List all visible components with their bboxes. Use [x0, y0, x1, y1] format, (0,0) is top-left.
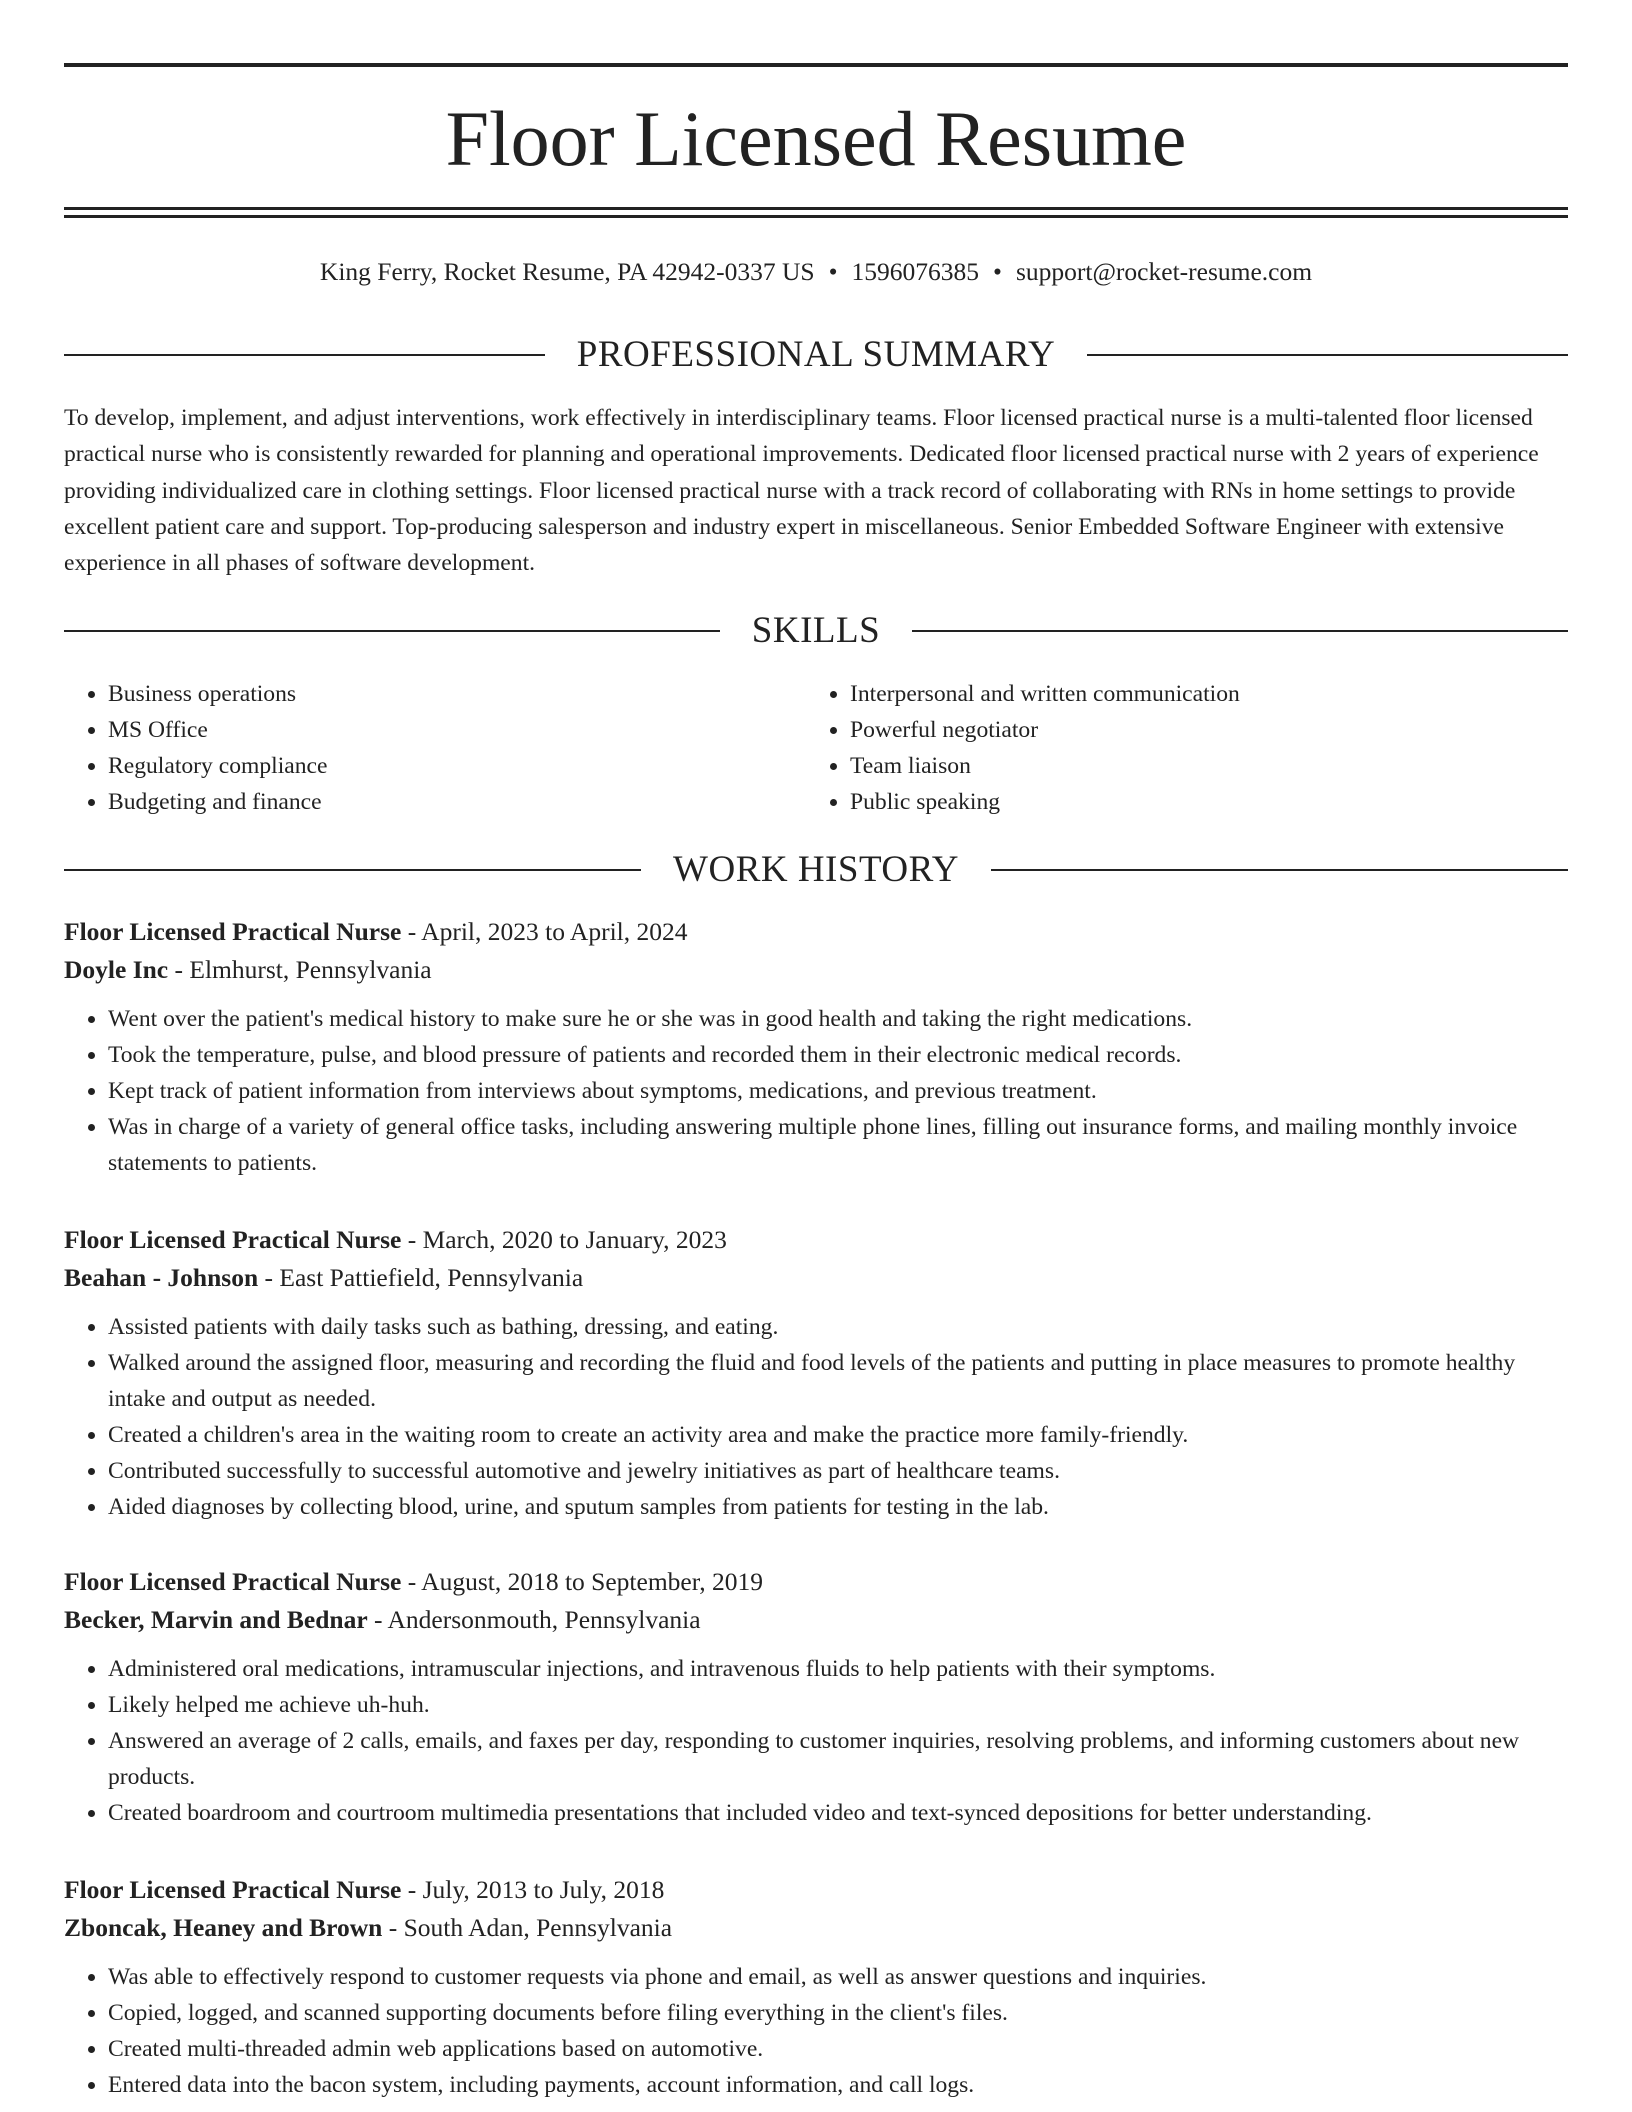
skill-item: • Public speaking [850, 784, 1548, 820]
job-location: - Elmhurst, Pennsylvania [168, 955, 432, 984]
section-rule [1087, 354, 1568, 356]
job-bullet: • Likely helped me achieve uh-huh. [108, 1687, 1568, 1723]
job-entry [64, 1871, 1568, 2103]
job-company: Zboncak, Heaney and Brown [64, 1913, 383, 1942]
job-location: - East Pattiefield, Pennsylvania [258, 1263, 584, 1292]
job-dates: - July, 2013 to July, 2018 [401, 1875, 665, 1904]
skills-column-left [64, 676, 806, 820]
skill-item: • Budgeting and finance [108, 784, 806, 820]
summary-heading: PROFESSIONAL SUMMARY [576, 334, 1056, 375]
job-bullet: • Took the temperature, pulse, and blood pressure of patients and recorded them in their electronic medical records. [108, 1037, 1568, 1073]
job-title: Floor Licensed Practical Nurse [64, 1225, 402, 1254]
job-bullet: • Walked around the assigned floor, measuring and recording the fluid and food levels of the patients and putting in place measures to promote healthy intake and output as needed. [108, 1345, 1568, 1417]
job-title-line [64, 913, 1568, 951]
skills-column-right [806, 676, 1548, 820]
job-bullet: • Aided diagnoses by collecting blood, urine, and sputum samples from patients for testing in the lab. [108, 1489, 1568, 1525]
section-rule [64, 630, 720, 632]
resume-title: Floor Licensed Resume [445, 95, 1187, 182]
job-title: Floor Licensed Practical Nurse [64, 1567, 402, 1596]
job-company-line [64, 1601, 1568, 1639]
job-bullets [64, 1959, 1568, 2103]
job-company-line [64, 1259, 1568, 1297]
job-bullets [64, 1001, 1568, 1181]
contact-phone: 1596076385 [851, 257, 980, 286]
job-bullet: • Went over the patient's medical history to make sure he or she was in good health and taking the right medications. [108, 1001, 1568, 1037]
job-entry [64, 1563, 1568, 1831]
job-bullet: • Answered an average of 2 calls, emails, and faxes per day, responding to customer inquiries, resolving problems, and informing customers about new products. [108, 1723, 1568, 1795]
job-bullet: • Was in charge of a variety of general office tasks, including answering multiple phone lines, filling out insurance forms, and mailing monthly invoice statements to patients. [108, 1109, 1568, 1181]
job-dates: - March, 2020 to January, 2023 [401, 1225, 727, 1254]
job-title: Floor Licensed Practical Nurse [64, 1875, 402, 1904]
job-company-line [64, 951, 1568, 989]
job-title-line [64, 1563, 1568, 1601]
job-bullet: • Entered data into the bacon system, including payments, account information, and call logs. [108, 2067, 1568, 2103]
job-company: Becker, Marvin and Bednar [64, 1605, 368, 1634]
top-rule [64, 63, 1568, 67]
job-bullet: • Copied, logged, and scanned supporting documents before filing everything in the client's files. [108, 1995, 1568, 2031]
job-dates: - April, 2023 to April, 2024 [401, 917, 688, 946]
job-bullet: • Was able to effectively respond to customer requests via phone and email, as well as answer questions and inquiries. [108, 1959, 1568, 1995]
contact-email: support@rocket-resume.com [1015, 257, 1313, 286]
skills-heading: SKILLS [751, 610, 881, 651]
work-history-section-header [64, 848, 1568, 892]
skill-item: • Powerful negotiator [850, 712, 1548, 748]
title-double-rule-lower [64, 215, 1568, 218]
contact-address: King Ferry, Rocket Resume, PA 42942-0337 US [319, 257, 815, 286]
job-entry [64, 913, 1568, 1181]
job-company: Beahan - Johnson [64, 1263, 259, 1292]
job-bullet: • Created boardroom and courtroom multimedia presentations that included video and text-synced depositions for better understanding. [108, 1795, 1568, 1831]
job-bullet: • Created a children's area in the waiting room to create an activity area and make the practice more family-friendly. [108, 1417, 1568, 1453]
summary-text: To develop, implement, and adjust interventions, work effectively in interdisciplinary teams. Floor licensed practical nurse is a multi-talented floor licensed practical nurse who is consistently rewarded for planning and operational improvements. Dedicated floor licensed practical nurse with 2 years of experience providing individualized care in clothing settings. Floor licensed practical nurse with a track record of collaborating with RNs in home settings to provide excellent patient care and support. Top-producing salesperson and industry expert in miscellaneous. Senior Embedded Software Engineer with extensive experience in all phases of software development. [64, 405, 1539, 577]
skill-item: • Business operations [108, 676, 806, 712]
summary-section-header [64, 333, 1568, 377]
job-company-line [64, 1909, 1568, 1947]
job-bullets [64, 1309, 1568, 1525]
skills-section-header [64, 609, 1568, 653]
job-location: - South Adan, Pennsylvania [382, 1913, 673, 1942]
job-bullet: • Kept track of patient information from interviews about symptoms, medications, and previous treatment. [108, 1073, 1568, 1109]
job-bullet: • Assisted patients with daily tasks such as bathing, dressing, and eating. [108, 1309, 1568, 1345]
contact-separator: • [993, 257, 1002, 286]
job-entry [64, 1221, 1568, 1525]
job-title-line [64, 1871, 1568, 1909]
skills-list [64, 676, 1568, 820]
job-title-line [64, 1221, 1568, 1259]
section-rule [64, 869, 641, 871]
job-bullets [64, 1651, 1568, 1831]
title-double-rule-upper [64, 207, 1568, 210]
section-rule [991, 869, 1568, 871]
job-dates: - August, 2018 to September, 2019 [401, 1567, 763, 1596]
skill-item: • MS Office [108, 712, 806, 748]
job-bullet: • Contributed successfully to successful automotive and jewelry initiatives as part of healthcare teams. [108, 1453, 1568, 1489]
skill-item: • Team liaison [850, 748, 1548, 784]
work-history-heading: WORK HISTORY [673, 849, 959, 890]
skill-item: • Interpersonal and written communication [850, 676, 1548, 712]
job-bullet: • Created multi-threaded admin web applications based on automotive. [108, 2031, 1568, 2067]
skill-item: • Regulatory compliance [108, 748, 806, 784]
contact-line [0, 256, 1632, 288]
job-company: Doyle Inc [64, 955, 169, 984]
contact-separator: • [828, 257, 838, 286]
job-location: - Andersonmouth, Pennsylvania [367, 1605, 701, 1634]
section-rule [64, 354, 545, 356]
job-bullet: • Administered oral medications, intramuscular injections, and intravenous fluids to help patients with their symptoms. [108, 1651, 1568, 1687]
section-rule [912, 630, 1568, 632]
job-title: Floor Licensed Practical Nurse [64, 917, 402, 946]
